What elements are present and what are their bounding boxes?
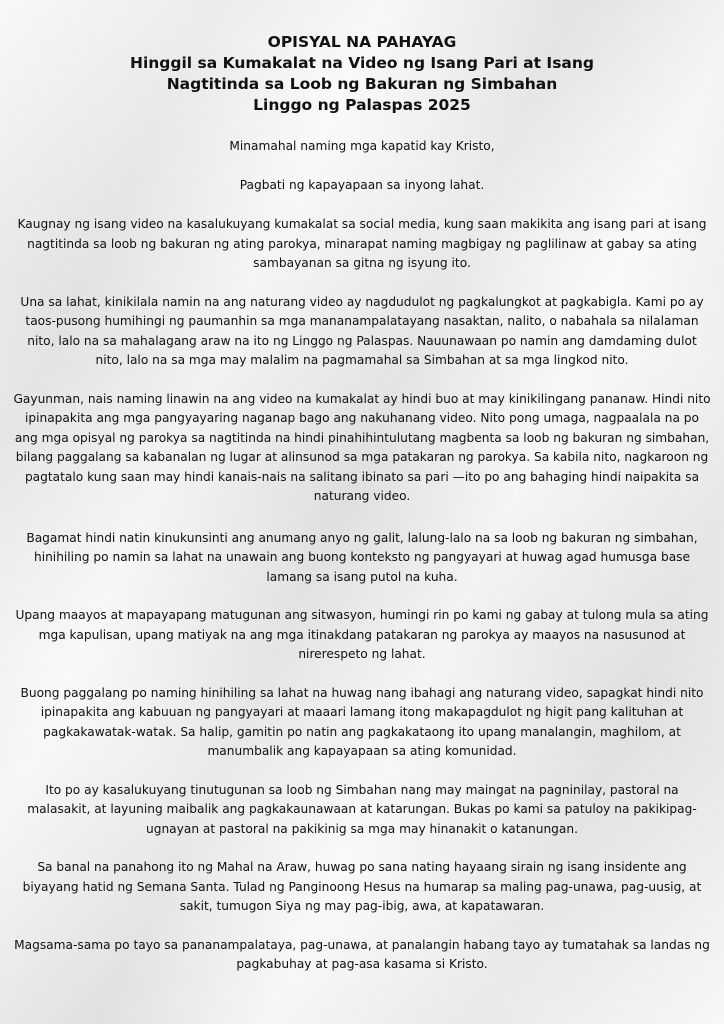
paragraph: Sa banal na panahong ito ng Mahal na Araw, huwag po sana nating hayaang sirain ng isang insidente ang biyayang hatid ng Semana Santa. Tulad ng Panginoong Hesus na humarap sa maling pag-unawa, pag-uusig, at sakit, tumugon Siya ng may pag-ibig, awa, at kapatawaran. <box>22 860 702 913</box>
subtitle-line-2: Nagtitinda sa Loob ng Bakuran ng Simbahan <box>166 75 558 93</box>
subtitle-line-1: Hinggil sa Kumakalat na Video ng Isang Pari at Isang <box>129 54 595 72</box>
paragraph: Ito po ay kasalukuyang tinutugunan sa loob ng Simbahan nang may maingat na pagninilay, pastoral na malasakit, at layuning maibalik ang pagkakaunawaan at katarungan. Bukas po kami sa patuloy na pakikipag-ugnayan at pastoral na pakikinig sa mga may hinanakit o katanungan. <box>27 782 697 836</box>
greeting: Pagbati ng kapayapaan sa inyong lahat. <box>239 177 485 192</box>
date-line: Linggo ng Palaspas 2025 <box>253 96 471 114</box>
salutation: Minamahal naming mga kapatid kay Kristo, <box>229 139 495 153</box>
paragraph: Una sa lahat, kinikilala namin na ang naturang video ay nagdudulot ng pagkalungkot at pagkabigla. Kami po ay taos-pusong humihingi ng paumanhin sa mga mananampalatayang nasaktan, nalito, o nabahala sa nilalaman nito, lalo na sa mahalagang araw na ito ng Linggo ng Palaspas. Nauunawaan po namin ang damdaming dulot nito, lalo na sa mga may malalim na pagmamahal sa Simbahan at sa mga lingkod nito. <box>20 294 704 367</box>
paragraph: Gayunman, nais naming linawin na ang video na kumakalat ay hindi buo at may kinikilingang pananaw. Hindi nito ipinapakita ang mga pangyayaring naganap bago ang nakuhanang video. Nito pong umaga, nagpaalala na po ang mga opisyal ng parokya sa nagtitinda na hindi pinahihintulutang magbenta sa loob ng bakuran ng simbahan, bilang paggalang sa kabanalan ng lugar at alinsunod sa mga patakaran ng parokya. Sa kabila nito, nagkaroon ng pagtatalo kung saan may hindi kanais-nais na salitang ibinato sa pari —ito po ang bahaging hindi naipakita sa naturang video. <box>13 391 711 503</box>
paragraph: Bagamat hindi natin kinukunsinti ang anumang anyo ng galit, lalung-lalo na sa loob ng bakuran ng simbahan, hinihiling po namin sa lahat na unawain ang buong konteksto ng pangyayari at huwag agad humusga base lamang sa isang putol na kuha. <box>26 530 698 584</box>
paragraph: Buong paggalang po naming hinihiling sa lahat na huwag nang ibahagi ang naturang video, sapagkat hindi nito ipinapakita ang kabuuan ng pangyayari at maaari lamang itong makapagdulot ng higit pang kalituhan at pagkakawatak-watak. Sa halip, gamitin po natin ang pagkakataong ito upang manalangin, maghilom, at manumbalik ang kapayapaan sa ating komunidad. <box>20 685 704 758</box>
document-title: OPISYAL NA PAHAYAG <box>267 33 457 51</box>
paragraph: Upang maayos at mapayapang matugunan ang sitwasyon, humingi rin po kami ng gabay at tulong mula sa ating mga kapulisan, upang matiyak na ang mga itinakdang patakaran ng parokya ay maayos na nasusunod at nirerespeto ng lahat. <box>15 608 709 661</box>
statement-header <box>12 32 712 116</box>
paragraph: Magsama-sama po tayo sa pananampalataya, pag-unawa, at panalangin habang tayo ay tumatahak sa landas ng pagkabuhay at pag-asa kasama si Kristo. <box>14 937 710 971</box>
paragraph: Kaugnay ng isang video na kasalukuyang kumakalat sa social media, kung saan makikita ang isang pari at isang nagtitinda sa loob ng bakuran ng ating parokya, minarapat naming magbigay ng paglilinaw at gabay sa ating sambayanan sa gitna ng isyung ito. <box>17 217 707 270</box>
